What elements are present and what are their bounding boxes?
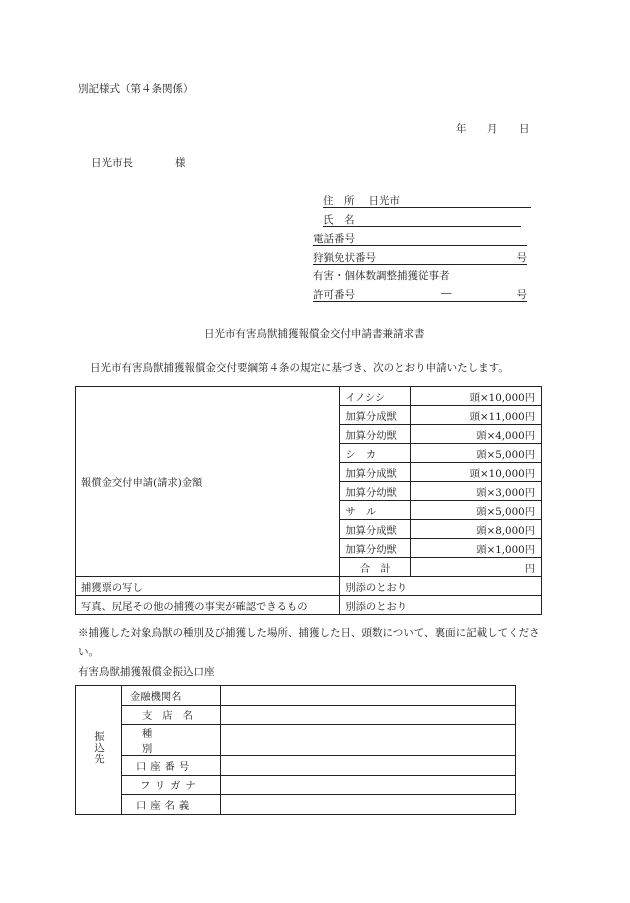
total-amount-cell[interactable]: 円	[411, 558, 542, 577]
unit-rate-cell[interactable]: 頭×10,000円	[411, 463, 542, 482]
category-cell: イノシシ	[340, 387, 411, 406]
permit-label: 許可番号	[313, 289, 355, 301]
permit-dash: ―	[441, 287, 452, 299]
attachment-label: 捕獲票の写し	[76, 577, 340, 596]
license-suffix: 号	[516, 252, 527, 264]
total-label: 合 計	[340, 558, 411, 577]
category-cell: 加算分幼獣	[340, 425, 411, 444]
category-cell: サ ル	[340, 501, 411, 520]
transfer-side-label	[76, 686, 122, 815]
category-cell: 加算分成獣	[340, 463, 411, 482]
address-label: 住 所	[323, 195, 355, 207]
license-line[interactable]	[313, 250, 527, 265]
unit-rate-cell[interactable]: 頭×8,000円	[411, 520, 542, 539]
category-cell: 加算分幼獣	[340, 482, 411, 501]
account-type-input[interactable]	[221, 725, 516, 756]
name-label: 氏 名	[323, 214, 355, 226]
bank-table	[75, 685, 516, 815]
unit-rate-cell[interactable]: 頭×11,000円	[411, 406, 542, 425]
table-row	[76, 577, 542, 596]
phone-label: 電話番号	[313, 233, 355, 245]
document-title: 日光市有害鳥獣捕獲報償金交付申請書兼請求書	[204, 328, 425, 340]
evidence-label: 写真、尻尾その他の捕獲の事実が確認できるもの	[76, 596, 340, 615]
account-type-text: 種別	[142, 728, 197, 755]
form-reference: 別記様式（第４条関係）	[78, 83, 194, 95]
role-text: 有害・個体数調整捕獲従事者	[313, 270, 450, 282]
table-row	[76, 795, 516, 815]
intro-text: 日光市有害鳥獣捕獲報償金交付要綱第４条の規定に基づき、次のとおり申請いたします。	[90, 362, 509, 374]
category-cell: シ カ	[340, 444, 411, 463]
attachment-value: 別添のとおり	[340, 577, 542, 596]
branch-text: 支店名	[142, 710, 203, 723]
bank-name-text: 金融機関名	[130, 690, 182, 703]
amount-table	[75, 386, 542, 615]
furigana-label	[122, 775, 221, 795]
permit-line[interactable]	[313, 287, 527, 302]
name-line[interactable]	[323, 212, 521, 227]
unit-rate-cell[interactable]: 頭×4,000円	[411, 425, 542, 444]
unit-rate-cell[interactable]: 頭×5,000円	[411, 444, 542, 463]
license-label: 狩猟免状番号	[313, 252, 376, 264]
amount-row-label: 報償金交付申請(請求)金額	[76, 387, 340, 577]
branch-label	[122, 705, 221, 725]
unit-rate-cell[interactable]: 頭×3,000円	[411, 482, 542, 501]
table-row	[76, 725, 516, 756]
category-cell: 加算分成獣	[340, 406, 411, 425]
address-value: 日光市	[368, 195, 400, 207]
account-number-text: 口座番号	[136, 760, 194, 773]
unit-rate-cell[interactable]: 頭×1,000円	[411, 539, 542, 558]
bank-name-label	[122, 686, 221, 706]
unit-rate-cell[interactable]: 頭×5,000円	[411, 501, 542, 520]
bank-name-input[interactable]	[221, 686, 516, 706]
account-type-label	[122, 725, 221, 756]
table-row	[76, 756, 516, 776]
account-holder-text: 口座名義	[136, 799, 194, 812]
branch-input[interactable]	[221, 705, 516, 725]
phone-line[interactable]	[313, 231, 527, 246]
category-cell: 加算分成獣	[340, 520, 411, 539]
furigana-text: フリガナ	[140, 780, 201, 793]
date-month-label: 月	[487, 123, 498, 135]
furigana-input[interactable]	[221, 775, 516, 795]
evidence-value: 別添のとおり	[340, 596, 542, 615]
note-line-1: ※捕獲した対象鳥獣の種別及び捕獲した場所、捕獲した日、頭数について、裏面に記載してくださ	[78, 627, 540, 639]
addressee-name: 日光市長	[91, 157, 133, 169]
account-holder-input[interactable]	[221, 795, 516, 815]
permit-suffix: 号	[516, 289, 527, 301]
account-number-input[interactable]	[221, 756, 516, 776]
account-number-label	[122, 756, 221, 776]
category-cell: 加算分幼獣	[340, 539, 411, 558]
table-row	[76, 705, 516, 725]
address-line[interactable]	[323, 193, 531, 208]
table-row	[76, 775, 516, 795]
transfer-label-text: 振込先	[92, 731, 104, 766]
date-year-label: 年	[456, 123, 467, 135]
account-holder-label	[122, 795, 221, 815]
note-line-2: い。	[78, 646, 99, 658]
addressee-honorific: 様	[175, 157, 186, 169]
bank-section-title: 有害鳥獣捕獲報償金振込口座	[78, 666, 215, 678]
date-day-label: 日	[519, 123, 530, 135]
table-row	[76, 596, 542, 615]
table-row	[76, 387, 542, 406]
table-row	[76, 686, 516, 706]
unit-rate-cell[interactable]: 頭×10,000円	[411, 387, 542, 406]
